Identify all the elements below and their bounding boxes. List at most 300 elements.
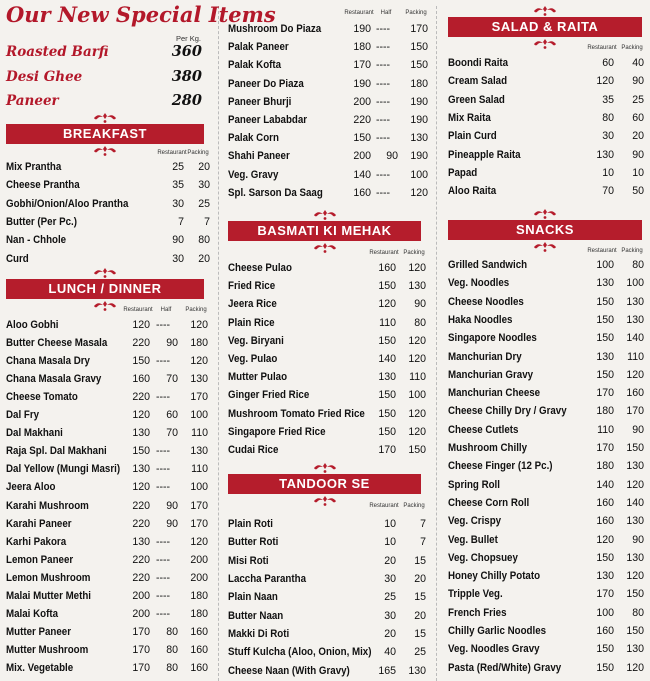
- menu-item-price: 220: [353, 114, 371, 126]
- menu-item-row: [446, 348, 646, 366]
- menu-item-row: [226, 625, 424, 643]
- column-header: Half: [380, 10, 392, 16]
- menu-item-price: 220: [132, 571, 150, 584]
- menu-item-price: 100: [626, 277, 644, 290]
- menu-item-price: 90: [172, 234, 184, 247]
- menu-item-name: Veg. Biryani: [228, 334, 284, 347]
- half-unavailable-dash: ----: [375, 23, 391, 35]
- menu-item-price: 120: [596, 75, 614, 88]
- menu-item-price: 130: [626, 515, 644, 528]
- menu-item-name: Veg. Bullet: [448, 533, 498, 546]
- menu-item-name: Nan - Chhole: [6, 234, 67, 247]
- menu-item-row: [4, 176, 212, 194]
- menu-item-price: 100: [190, 481, 208, 494]
- menu-item-row: [446, 182, 646, 200]
- menu-item-price: 130: [190, 445, 208, 458]
- menu-item-price: 15: [414, 591, 426, 604]
- menu-item-name: Lemon Paneer: [6, 553, 74, 566]
- menu-item-price: 130: [378, 371, 396, 384]
- menu-item-name: Jeera Rice: [228, 298, 277, 311]
- menu-item-price: 150: [596, 643, 614, 656]
- menu-item-price: 140: [353, 168, 371, 181]
- menu-item-price: 170: [378, 444, 396, 456]
- menu-item-price: 80: [166, 643, 178, 656]
- half-unavailable-dash: ----: [155, 445, 171, 458]
- menu-item-price: 150: [626, 625, 644, 637]
- menu-item-price: 20: [414, 573, 426, 586]
- menu-item-name: Karahi Mushroom: [6, 499, 89, 512]
- menu-item-name: Butter Cheese Masala: [6, 337, 108, 350]
- menu-item-price: 140: [596, 478, 614, 491]
- column-divider: [218, 6, 219, 681]
- menu-item-name: Plain Roti: [228, 518, 273, 530]
- menu-item-row: [4, 551, 212, 569]
- menu-item-name: Mix Raita: [448, 112, 491, 125]
- menu-item-row: [226, 607, 424, 625]
- menu-item-name: Boondi Raita: [448, 57, 509, 69]
- menu-item-name: Plain Naan: [228, 591, 278, 604]
- half-unavailable-dash: ----: [155, 607, 171, 620]
- menu-item-price: 120: [190, 319, 208, 331]
- half-unavailable-dash: ----: [155, 391, 171, 404]
- menu-item-name: Mushroom Do Piaza: [228, 23, 322, 35]
- column-header: Restaurant: [369, 503, 399, 509]
- menu-item-name: Stuff Kulcha (Aloo, Onion, Mix): [228, 646, 372, 659]
- menu-item-name: Grilled Sandwich: [448, 259, 528, 271]
- section-title-banner: SALAD & RAITA: [448, 17, 642, 37]
- half-unavailable-dash: ----: [155, 355, 171, 368]
- special-unit-label: Per Kg.: [176, 34, 202, 43]
- half-unavailable-dash: ----: [375, 59, 391, 72]
- ornament-bottom-icon-svg: [532, 38, 558, 50]
- menu-item-row: [446, 421, 646, 439]
- menu-item-price: 90: [632, 75, 644, 88]
- half-unavailable-dash: ----: [155, 571, 171, 584]
- menu-item-price: 150: [596, 551, 614, 564]
- ornament-bottom-icon: [312, 494, 338, 506]
- menu-item-price: 150: [626, 588, 644, 601]
- menu-item-price: 120: [408, 353, 426, 365]
- menu-item-price: 25: [172, 161, 184, 173]
- menu-item-price: 30: [384, 609, 396, 622]
- menu-item-price: 130: [626, 460, 644, 473]
- ornament-bottom-icon-svg: [532, 241, 558, 253]
- menu-item-price: 180: [596, 405, 614, 418]
- menu-item-name: Cudai Rice: [228, 444, 279, 456]
- menu-item-price: 170: [410, 23, 428, 35]
- menu-item-name: Aloo Raita: [448, 185, 497, 198]
- menu-item-price: 170: [190, 517, 208, 530]
- special-item-price: 380: [171, 68, 202, 85]
- menu-item-price: 120: [132, 409, 150, 422]
- menu-item-price: 160: [132, 373, 150, 386]
- menu-item-price: 100: [190, 409, 208, 422]
- menu-item-price: 110: [191, 463, 208, 476]
- menu-item-price: 130: [132, 463, 150, 476]
- column-header: Restaurant: [587, 45, 617, 51]
- menu-item-price: 170: [596, 588, 614, 601]
- menu-item-price: 220: [132, 553, 150, 566]
- menu-item-price: 80: [166, 625, 178, 638]
- half-unavailable-dash: ----: [155, 463, 171, 476]
- menu-item-row: [226, 38, 428, 56]
- menu-item-price: 180: [596, 460, 614, 473]
- menu-item-name: Cheese Finger (12 Pc.): [448, 460, 553, 473]
- menu-item-price: 120: [626, 570, 644, 583]
- menu-item-name: Honey Chilly Potato: [448, 570, 541, 583]
- menu-item-price: 60: [632, 112, 644, 125]
- menu-item-price: 220: [132, 391, 150, 404]
- menu-item-name: Veg. Pulao: [228, 353, 278, 365]
- menu-item-price: 70: [166, 373, 178, 386]
- ornament-top-icon: [532, 4, 558, 16]
- column-header: Restaurant: [157, 150, 187, 156]
- menu-item-name: Cheese Prantha: [6, 179, 80, 192]
- menu-item-price: 150: [626, 442, 644, 454]
- menu-item-row: [4, 158, 212, 176]
- menu-item-name: Chilly Garlic Noodles: [448, 625, 547, 637]
- menu-item-price: 120: [626, 368, 644, 381]
- menu-item-name: Mix. Vegetable: [6, 661, 74, 674]
- menu-item-price: 70: [602, 185, 614, 198]
- menu-item-price: 90: [632, 533, 644, 546]
- menu-item-row: [226, 93, 428, 111]
- menu-item-price: 160: [378, 262, 396, 274]
- menu-item-row: [4, 641, 212, 659]
- special-item-price: 360: [171, 43, 202, 60]
- menu-item-name: Misi Roti: [228, 554, 269, 567]
- menu-item-price: 110: [409, 371, 426, 384]
- menu-column-2: [226, 0, 428, 681]
- menu-item-row: [446, 91, 646, 109]
- menu-item-price: 30: [602, 130, 614, 143]
- menu-item-price: 150: [132, 445, 150, 458]
- half-unavailable-dash: ----: [155, 589, 171, 602]
- menu-item-row: [446, 476, 646, 494]
- menu-item-name: Cream Salad: [448, 75, 508, 88]
- section-title-banner: BREAKFAST: [6, 124, 204, 144]
- menu-item-price: 130: [626, 295, 644, 308]
- menu-item-price: 160: [596, 515, 614, 528]
- menu-item-name: Laccha Parantha: [228, 573, 307, 586]
- menu-item-price: 200: [132, 607, 150, 620]
- menu-item-row: [4, 497, 212, 515]
- menu-item-price: 110: [379, 316, 396, 329]
- menu-item-price: 120: [408, 407, 426, 420]
- menu-item-price: 200: [190, 571, 208, 584]
- menu-item-price: 200: [353, 95, 371, 108]
- menu-item-name: Plain Rice: [228, 316, 275, 329]
- ornament-top-icon-svg: [312, 462, 338, 474]
- special-item-price: 280: [171, 92, 202, 109]
- menu-item-name: Malai Kofta: [6, 607, 58, 620]
- menu-item-price: 20: [198, 252, 210, 265]
- menu-item-name: Papad: [448, 167, 478, 180]
- menu-item-price: 220: [132, 517, 150, 530]
- menu-item-name: Lemon Mushroom: [6, 571, 91, 584]
- menu-item-price: 130: [596, 277, 614, 290]
- menu-item-price: 100: [596, 606, 614, 619]
- menu-item-price: 160: [596, 625, 614, 637]
- menu-item-price: 120: [132, 481, 150, 494]
- menu-item-row: [446, 494, 646, 512]
- menu-item-price: 150: [132, 355, 150, 368]
- menu-item-price: 170: [132, 643, 150, 656]
- menu-item-price: 130: [410, 132, 428, 145]
- menu-item-price: 150: [378, 280, 396, 293]
- column-header: Restaurant: [344, 10, 374, 16]
- column-header: Packing: [621, 248, 643, 254]
- column-header: Packing: [621, 45, 643, 51]
- menu-item-row: [446, 127, 646, 145]
- column-header: Restaurant: [369, 250, 399, 256]
- ornament-top-icon: [312, 461, 338, 473]
- menu-item-name: Dal Yellow (Mungi Masri): [6, 463, 121, 476]
- half-unavailable-dash: ----: [375, 132, 391, 145]
- menu-item-price: 180: [190, 607, 208, 620]
- menu-item-row: [226, 147, 428, 165]
- menu-item-price: 160: [596, 496, 614, 509]
- menu-item-name: Gobhi/Onion/Aloo Prantha: [6, 197, 129, 210]
- menu-item-name: Cheese Naan (With Gravy): [228, 664, 350, 677]
- column-header: Restaurant: [123, 307, 153, 313]
- menu-item-price: 25: [384, 591, 396, 604]
- menu-item-price: 30: [172, 252, 184, 265]
- menu-item-price: 20: [632, 130, 644, 143]
- menu-item-row: [446, 512, 646, 530]
- menu-item-price: 130: [132, 535, 150, 548]
- menu-item-price: 170: [353, 59, 371, 72]
- menu-item-name: Chana Masala Dry: [6, 355, 90, 368]
- menu-item-row: [226, 552, 424, 570]
- menu-item-price: 60: [166, 409, 178, 422]
- menu-item-price: 120: [190, 535, 208, 548]
- menu-item-price: 130: [408, 280, 426, 293]
- menu-item-price: 170: [596, 442, 614, 454]
- menu-item-price: 150: [596, 661, 614, 674]
- menu-item-price: 220: [132, 499, 150, 512]
- menu-item-row: [446, 402, 646, 420]
- half-unavailable-dash: ----: [155, 319, 171, 331]
- special-item-name: Paneer: [6, 93, 59, 109]
- menu-column-3: [446, 0, 646, 681]
- menu-item-price: 100: [410, 168, 428, 181]
- menu-item-price: 140: [378, 353, 396, 365]
- menu-item-price: 90: [166, 499, 178, 512]
- menu-item-price: 80: [602, 112, 614, 125]
- menu-item-name: Mix Prantha: [6, 161, 62, 173]
- menu-item-name: Veg. Crispy: [448, 515, 502, 528]
- menu-item-name: Pineapple Raita: [448, 148, 521, 161]
- menu-item-name: Dal Fry: [6, 409, 40, 422]
- menu-item-row: [226, 129, 428, 147]
- menu-item-price: 110: [597, 423, 614, 436]
- menu-item-name: Paneer Do Piaza: [228, 77, 304, 90]
- menu-item-row: [446, 659, 646, 677]
- menu-item-price: 35: [172, 179, 184, 192]
- ornament-top-icon-svg: [92, 112, 118, 124]
- menu-item-row: [226, 314, 424, 332]
- menu-item-row: [4, 352, 212, 370]
- menu-item-price: 165: [378, 664, 396, 677]
- half-unavailable-dash: ----: [155, 535, 171, 548]
- column-header: Packing: [403, 503, 425, 509]
- menu-item-name: Cheese Cutlets: [448, 423, 519, 436]
- menu-item-price: 130: [626, 313, 644, 326]
- menu-item-price: 170: [132, 625, 150, 638]
- menu-item-name: Malai Mutter Methi: [6, 589, 92, 602]
- menu-item-row: [4, 605, 212, 623]
- column-divider: [436, 6, 437, 681]
- menu-item-name: Aloo Gobhi: [6, 319, 59, 331]
- menu-item-row: [446, 164, 646, 182]
- menu-item-price: 120: [626, 661, 644, 674]
- menu-item-row: [226, 184, 428, 202]
- menu-item-price: 170: [190, 391, 208, 404]
- menu-item-name: Ginger Fried Rice: [228, 389, 310, 402]
- menu-item-row: [226, 423, 424, 441]
- section-title-banner: TANDOOR SE: [228, 474, 421, 494]
- menu-item-price: 20: [198, 161, 210, 173]
- menu-item-price: 25: [414, 646, 426, 659]
- ornament-top-icon-svg: [92, 267, 118, 279]
- menu-item-price: 70: [166, 427, 178, 440]
- menu-item-name: Singapore Noodles: [448, 332, 537, 345]
- menu-item-row: [226, 405, 424, 423]
- menu-item-price: 170: [596, 387, 614, 400]
- menu-item-price: 150: [378, 334, 396, 347]
- menu-item-price: 180: [410, 77, 428, 90]
- menu-item-name: Mutter Pulao: [228, 371, 288, 384]
- menu-item-row: [4, 424, 212, 442]
- menu-item-name: Cheese Corn Roll: [448, 496, 530, 509]
- menu-item-price: 190: [410, 95, 428, 108]
- menu-item-price: 10: [384, 536, 396, 549]
- menu-item-row: [226, 332, 424, 350]
- column-header: Half: [160, 307, 172, 313]
- menu-item-price: 200: [190, 553, 208, 566]
- menu-item-row: [226, 643, 424, 661]
- menu-item-name: Palak Paneer: [228, 41, 289, 54]
- menu-item-row: [4, 569, 212, 587]
- half-unavailable-dash: ----: [375, 114, 391, 126]
- menu-item-price: 150: [378, 407, 396, 420]
- menu-item-price: 100: [408, 389, 426, 402]
- menu-item-price: 15: [414, 628, 426, 641]
- menu-item-row: [226, 515, 424, 533]
- column-header: Restaurant: [587, 248, 617, 254]
- ornament-bottom-icon: [92, 299, 118, 311]
- menu-item-row: [446, 256, 646, 274]
- menu-item-price: 120: [408, 262, 426, 274]
- menu-item-price: 25: [198, 197, 210, 210]
- menu-item-row: [4, 388, 212, 406]
- menu-item-name: Chana Masala Gravy: [6, 373, 102, 386]
- menu-item-name: Mutter Mushroom: [6, 643, 89, 656]
- menu-item-row: [226, 386, 424, 404]
- menu-item-price: 7: [178, 215, 184, 228]
- ornament-bottom-icon: [312, 241, 338, 253]
- menu-item-price: 90: [166, 337, 178, 350]
- menu-item-name: Spring Roll: [448, 478, 500, 491]
- menu-item-name: French Fries: [448, 606, 507, 619]
- menu-item-name: Palak Kofta: [228, 59, 282, 72]
- ornament-top-icon-svg: [532, 208, 558, 220]
- half-unavailable-dash: ----: [375, 186, 391, 199]
- menu-item-price: 120: [408, 425, 426, 438]
- menu-item-row: [446, 366, 646, 384]
- menu-item-price: 130: [408, 664, 426, 677]
- menu-item-price: 110: [627, 350, 644, 363]
- menu-item-row: [446, 531, 646, 549]
- menu-item-row: [446, 622, 646, 640]
- menu-item-name: Veg. Gravy: [228, 168, 279, 181]
- menu-item-price: 80: [632, 259, 644, 271]
- menu-item-name: Fried Rice: [228, 280, 276, 293]
- menu-item-row: [4, 370, 212, 388]
- half-unavailable-dash: ----: [375, 41, 391, 54]
- menu-item-price: 150: [596, 295, 614, 308]
- menu-item-price: 170: [626, 405, 644, 418]
- menu-item-price: 25: [632, 93, 644, 106]
- menu-item-price: 10: [384, 518, 396, 530]
- menu-item-price: 120: [408, 334, 426, 347]
- menu-item-price: 190: [410, 150, 428, 163]
- menu-item-row: [4, 442, 212, 460]
- section-title-banner: BASMATI KI MEHAK: [228, 221, 421, 241]
- menu-item-row: [226, 166, 428, 184]
- menu-item-price: 150: [410, 59, 428, 72]
- menu-item-name: Spl. Sarson Da Saag: [228, 186, 323, 199]
- menu-item-row: [446, 329, 646, 347]
- menu-item-name: Shahi Paneer: [228, 150, 290, 163]
- menu-item-name: Raja Spl. Dal Makhani: [6, 445, 107, 458]
- menu-item-row: [226, 368, 424, 386]
- menu-item-name: Jeera Aloo: [6, 481, 56, 494]
- menu-item-price: 7: [420, 518, 426, 530]
- menu-item-row: [4, 231, 212, 249]
- menu-item-price: 10: [632, 167, 644, 180]
- menu-item-name: Tripple Veg.: [448, 588, 503, 601]
- menu-item-row: [4, 213, 212, 231]
- ornament-bottom-icon: [532, 37, 558, 49]
- menu-item-name: Cheese Chilly Dry / Gravy: [448, 405, 567, 418]
- ornament-bottom-icon-svg: [92, 300, 118, 312]
- half-unavailable-dash: ----: [375, 168, 391, 181]
- menu-item-price: 20: [414, 609, 426, 622]
- menu-item-row: [446, 54, 646, 72]
- menu-item-row: [446, 585, 646, 603]
- ornament-top-icon: [92, 266, 118, 278]
- menu-item-row: [4, 623, 212, 641]
- menu-item-price: 180: [353, 41, 371, 54]
- menu-item-row: [226, 111, 428, 129]
- menu-item-price: 160: [190, 661, 208, 674]
- menu-item-price: 150: [596, 313, 614, 326]
- menu-item-row: [446, 439, 646, 457]
- menu-item-price: 150: [378, 425, 396, 438]
- menu-item-price: 10: [602, 167, 614, 180]
- menu-item-price: 90: [386, 150, 398, 163]
- menu-item-row: [4, 406, 212, 424]
- menu-item-row: [226, 75, 428, 93]
- column-header: Packing: [185, 307, 207, 313]
- menu-item-name: Butter Naan: [228, 609, 284, 622]
- special-item-name: Desi Ghee: [6, 69, 83, 85]
- menu-item-price: 7: [420, 536, 426, 549]
- half-unavailable-dash: ----: [375, 95, 391, 108]
- menu-item-price: 120: [626, 478, 644, 491]
